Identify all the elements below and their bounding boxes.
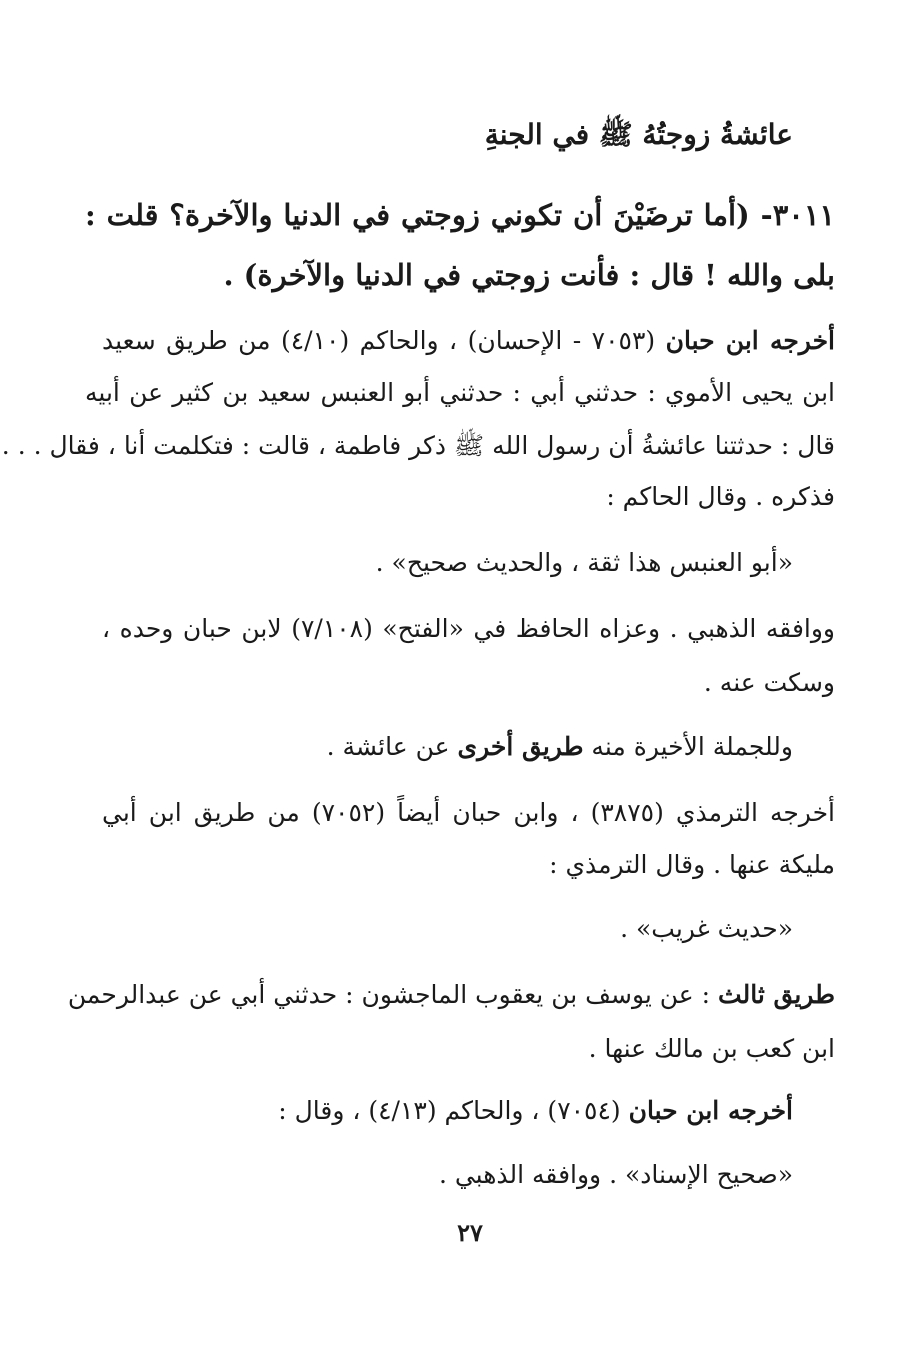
quote-hakim: «أبو العنبس هذا ثقة ، والحديث صحيح» . bbox=[375, 548, 793, 577]
takhrij-line-2: ابن يحيى الأموي : حدثني أبي : حدثني أبو العنبس سعيد بن كثير عن أبيه bbox=[85, 378, 835, 407]
another-route-a: وللجملة الأخيرة منه bbox=[583, 732, 793, 761]
takhrij-final-line bbox=[278, 1096, 793, 1125]
takhrij-lead: أخرجه ابن حبان bbox=[665, 326, 835, 355]
another-route-line bbox=[327, 732, 793, 761]
another-route-c: عن عائشة . bbox=[326, 732, 458, 761]
takhrij-final-rest: (٧٠٥٤) ، والحاكم (٤/١٣) ، وقال : bbox=[278, 1096, 629, 1125]
quote-tirmidhi: «حديث غريب» . bbox=[620, 914, 793, 943]
third-route-rest: : عن يوسف بن يعقوب الماجشون : حدثني أبي عن عبدالرحمن bbox=[67, 980, 719, 1009]
tirmidhi-line-2: مليكة عنها . وقال الترمذي : bbox=[549, 850, 835, 879]
dhahabi-line-1: ووافقه الذهبي . وعزاه الحافظ في «الفتح» (٧/١٠٨) لابن حبان وحده ، bbox=[102, 614, 835, 643]
takhrij-final-lead: أخرجه ابن حبان bbox=[628, 1096, 793, 1125]
page-number: ٢٧ bbox=[457, 1218, 483, 1247]
dhahabi-line-2: وسكت عنه . bbox=[703, 668, 835, 697]
takhrij-line-1 bbox=[102, 326, 835, 355]
takhrij-line-3: قال : حدثتنا عائشةُ أن رسول الله ﷺ ذكر فاطمة ، قالت : فتكلمت أنا ، فقال . . . bbox=[1, 431, 835, 460]
third-route-line-1 bbox=[67, 980, 835, 1009]
hadith-text-line-2: بلى والله ! قال : فأنت زوجتي في الدنيا والآخرة) . bbox=[223, 258, 835, 292]
hadith-text-line-1: ٣٠١١- (أما ترضَيْنَ أن تكوني زوجتي في الدنيا والآخرة؟ قلت : bbox=[85, 198, 835, 232]
takhrij-line-1-rest: (٧٠٥٣ - الإحسان) ، والحاكم (٤/١٠) من طريق سعيد bbox=[102, 326, 666, 355]
quote-isnad: «صحيح الإسناد» . ووافقه الذهبي . bbox=[438, 1160, 793, 1189]
chapter-heading: عائشةُ زوجتُهُ ﷺ في الجنةِ bbox=[484, 118, 793, 151]
tirmidhi-line-1: أخرجه الترمذي (٣٨٧٥) ، وابن حبان أيضاً (٧٠٥٢) من طريق ابن أبي bbox=[102, 798, 835, 827]
third-route-line-2: ابن كعب بن مالك عنها . bbox=[588, 1034, 835, 1063]
third-route-lead: طريق ثالث bbox=[718, 980, 835, 1009]
another-route-bold: طريق أخرى bbox=[457, 732, 584, 761]
takhrij-line-4: فذكره . وقال الحاكم : bbox=[606, 482, 835, 511]
